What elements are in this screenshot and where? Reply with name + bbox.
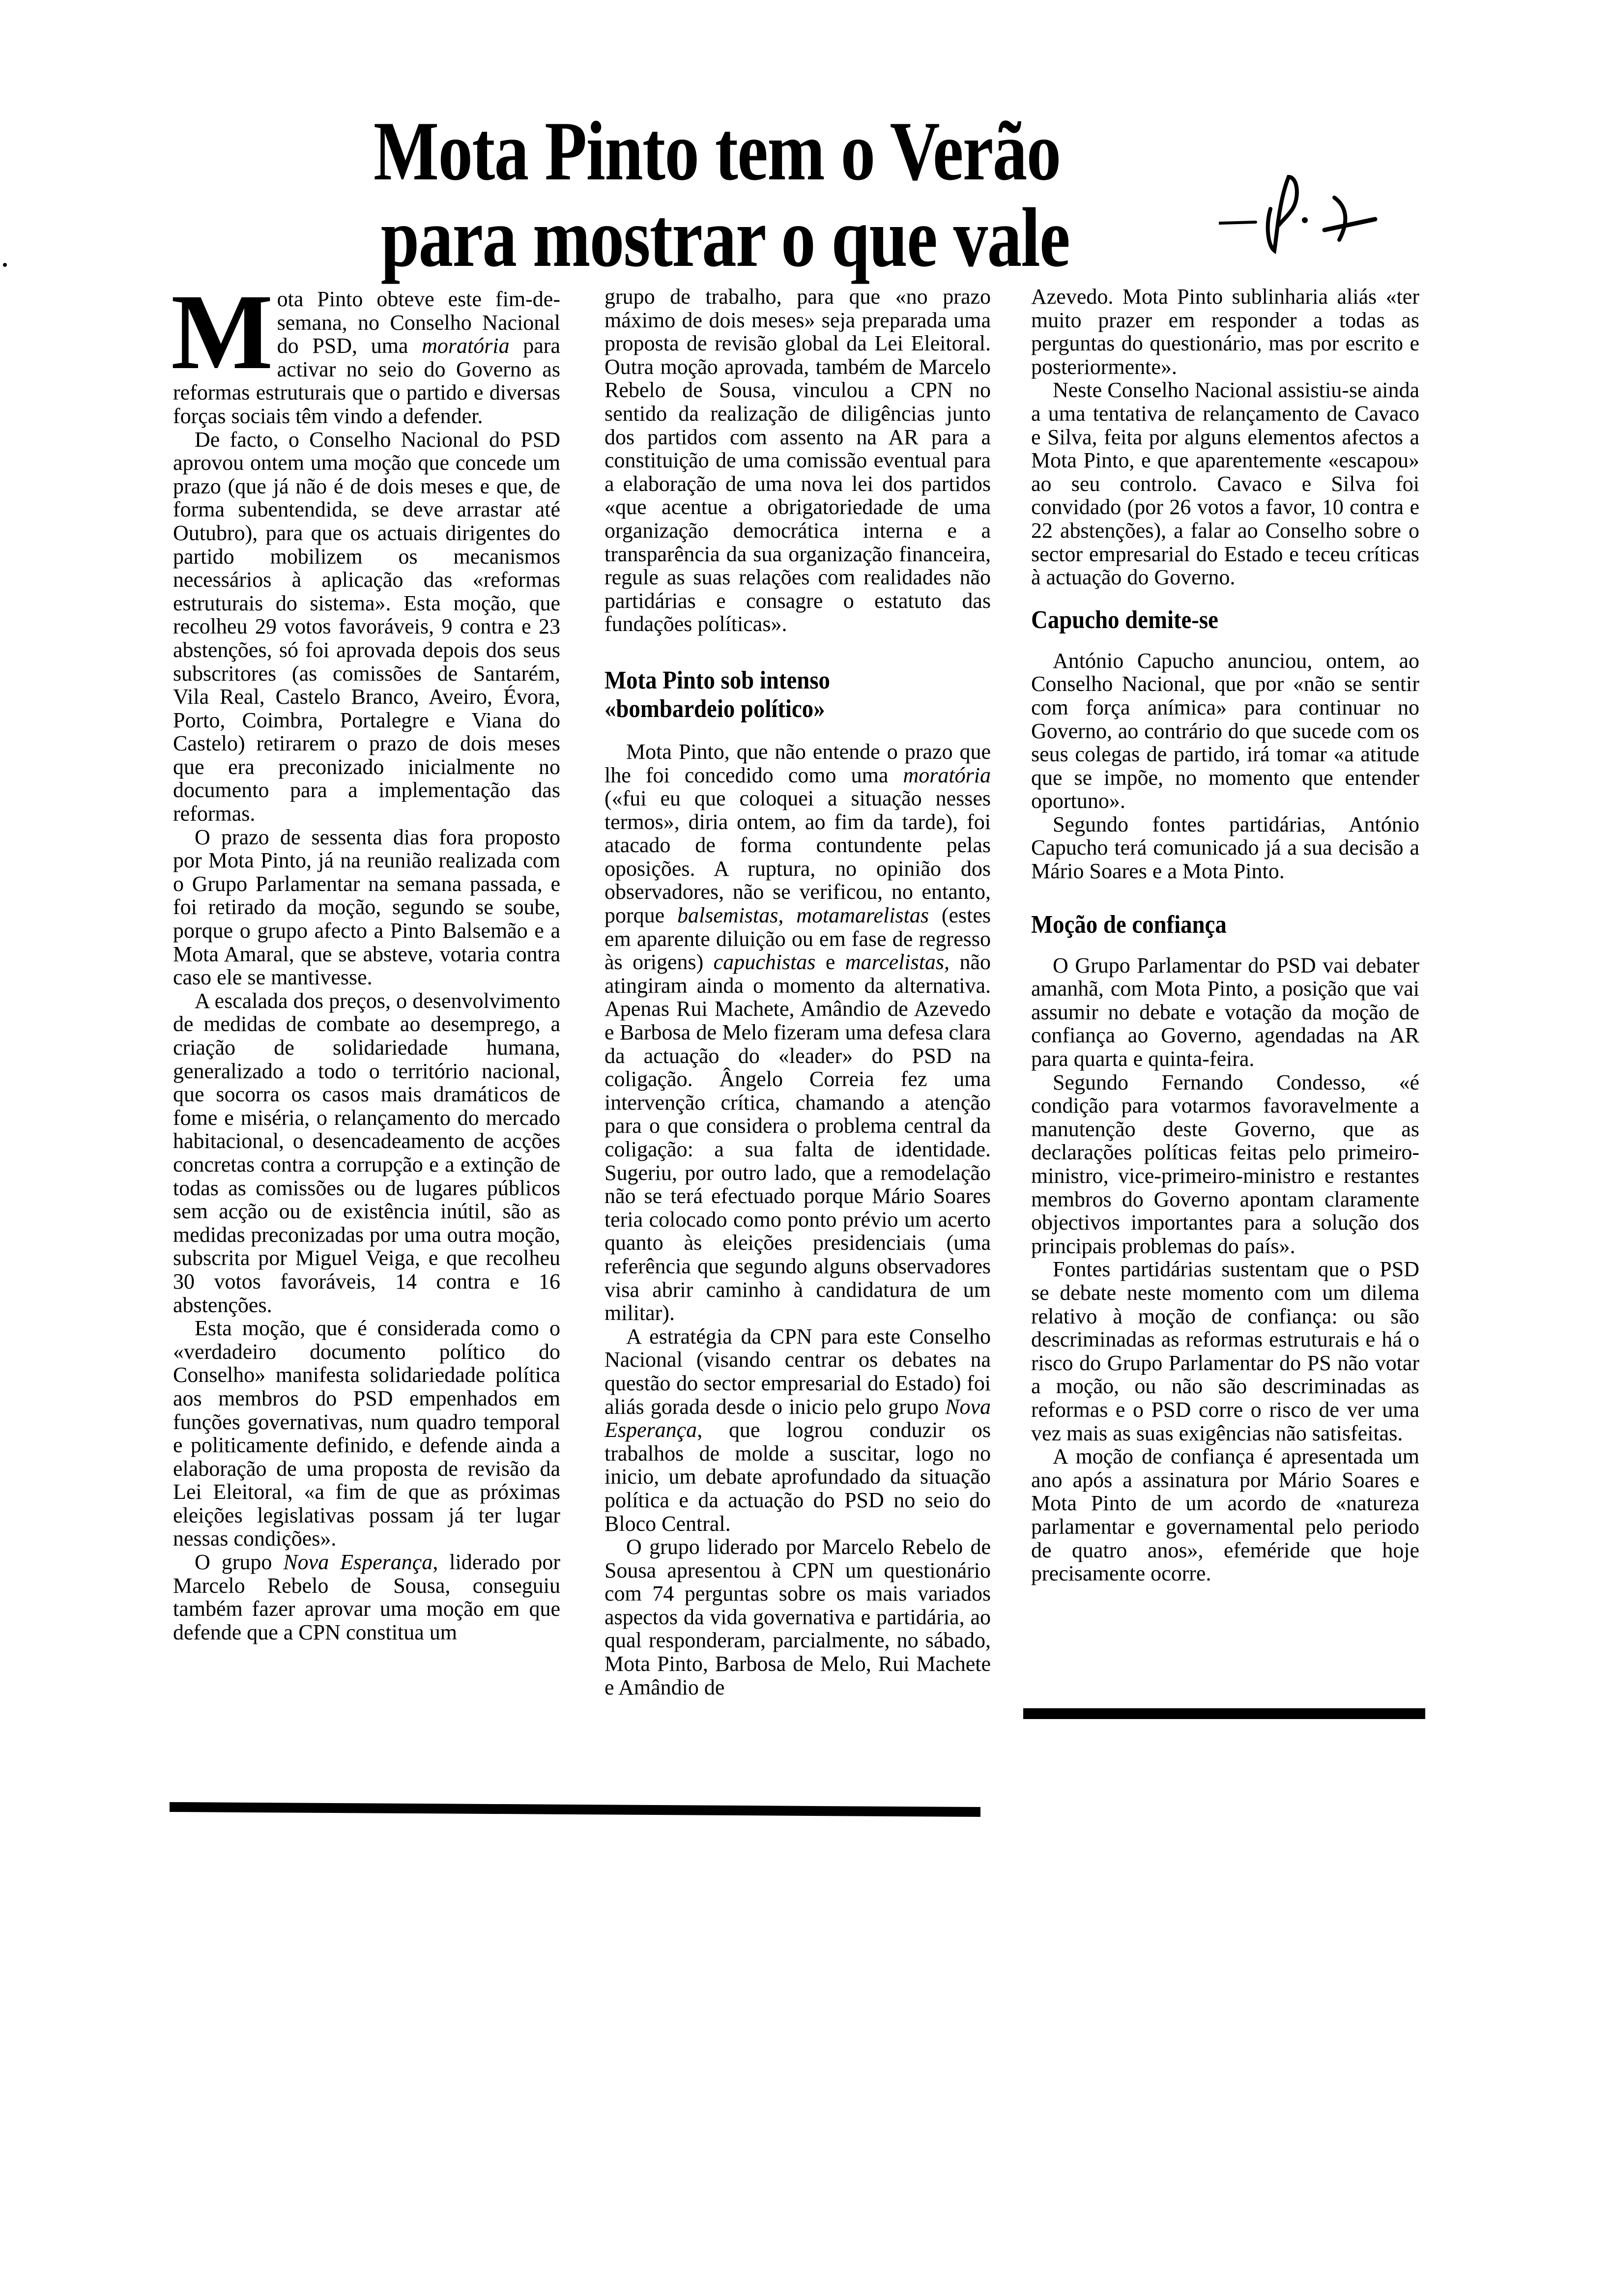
italic-term: Nova Esperança <box>283 1550 433 1575</box>
drop-cap: M <box>171 272 273 392</box>
text-run: («fui eu que coloquei a situação nesses termos», diria ontem, ao fim da tarde), foi atacado de forma contundente pelas oposições. A ruptura, no opinião dos observadores, não se verificou, no entanto, porque <box>604 786 991 928</box>
text-run: , que logrou conduzir os trabalhos de molde a suscitar, logo no inicio, um debate aprofundado da situação política e da actuação do PSD no seio do Bloco Central. <box>604 1418 991 1536</box>
article-paragraph <box>173 989 560 1317</box>
italic-term: marcelistas, <box>845 950 950 975</box>
column-end-rule-right <box>1023 1708 1425 1719</box>
article-paragraph <box>1031 378 1419 589</box>
article-column-2 <box>604 285 991 1699</box>
text-run: para activar no seio do Governo as reformas estruturais que o partido e diversas forças sociais têm vindo a defender. <box>173 334 560 428</box>
article-paragraph <box>171 272 560 428</box>
article-column-1 <box>171 272 560 1644</box>
text-run: O Grupo Parlamentar do PSD vai debater amanhã, com Mota Pinto, a posição que vai assumir no debate e votação da moção de confiança ao Governo, agendadas na AR para quarta e quinta-feira. <box>1031 953 1419 1071</box>
section-subheading: Capucho demite-se <box>1031 605 1218 634</box>
article-paragraph <box>173 428 560 826</box>
article-column-3 <box>1031 285 1419 1585</box>
italic-term: Nova Esperança <box>604 1394 991 1442</box>
headline-line-1: Mota Pinto tem o Verão <box>374 105 1061 198</box>
article-paragraph <box>604 1325 991 1535</box>
text-run: Segundo fontes partidárias, António Capucho terá comunicado já a sua decisão a Mário Soares e a Mota Pinto. <box>1031 812 1419 884</box>
italic-term: moratória <box>903 763 991 787</box>
text-run: e <box>815 950 845 975</box>
handwritten-page-annotation-icon <box>1219 147 1396 256</box>
article-paragraph <box>1031 1071 1419 1258</box>
article-paragraph <box>173 826 560 989</box>
italic-term: capuchistas <box>713 950 816 975</box>
text-run: De facto, o Conselho Nacional do PSD aprovou ontem uma moção que concede um prazo (que já não é de dois meses e que, de forma subentendida, se deve arrastar até Outubro), para que os actuais dirigentes do partido mobilizem os mecanismos necessários à aplicação das «reformas estruturais do sistema». Esta moção, que recolheu 29 votos favoráveis, 9 contra e 23 abstenções, só foi aprovada depois dos seus subscritores (as comissões de Santarém, Vila Real, Castelo Branco, Aveiro, Évora, Porto, Coimbra, Portalegre e Viana do Castelo) retirarem o prazo de dois meses que era preconizado inicialmente no documento para a implementação das reformas. <box>173 427 560 826</box>
text-run: grupo de trabalho, para que «no prazo máximo de dois meses» seja preparada uma proposta de revisão global da Lei Eleitoral. Outra moção aprovada, também de Marcelo Rebelo de Sousa, vinculou a CPN no sentido da realização de diligências junto dos partidos com assento na AR para a constituição de uma comissão eventual para a elaboração de uma nova lei dos partidos «que acentue a obrigatoriedade de uma organização democrática interna e a transparência da sua organização financeira, regule as suas relações com realidades não partidárias e consagre o estatuto das fundações políticas». <box>604 285 991 636</box>
text-run: não atingiram ainda o momento da alternativa. Apenas Rui Machete, Amândio de Azevedo e Barbosa de Melo fizeram uma defesa clara da actuação do «leader» do PSD na coligação. Ângelo Correia fez uma intervenção crítica, chamando a atenção para o que considera o problema central da coligação: a sua falta de identidade. Sugeriu, por outro lado, que a remodelação não se terá efectuado porque Mário Soares teria colocado como ponto prévio um acerto quanto às eleições presidenciais (uma referência que segundo alguns observadores visa abrir caminho à candidatura de um militar). <box>604 950 991 1325</box>
text-run: (estes em aparente diluição ou em fase de regresso às origens) <box>604 903 991 975</box>
headline-line-2: para mostrar o que vale <box>380 191 1070 285</box>
italic-term: moratória <box>422 334 510 358</box>
text-run: A moção de confiança é apresentada um ano após a assinatura por Mário Soares e Mota Pinto de um acordo de «natureza parlamentar e governamental pelo periodo de quatro anos», efeméride que hoje precisamente ocorre. <box>1031 1444 1419 1586</box>
text-run: O grupo <box>195 1550 284 1575</box>
text-run: António Capucho anunciou, ontem, ao Conselho Nacional, que por «não se sentir com força anímica» para continuar no Governo, ao contrário do que sucede com os seus colegas de partido, irá tomar «a atitude que se impõe, no momento que entender oportuno». <box>1031 648 1419 813</box>
section-subheading: Mota Pinto sob intenso «bombardeio político» <box>604 666 830 723</box>
text-run: O prazo de sessenta dias fora proposto por Mota Pinto, já na reunião realizada com o Grupo Parlamentar na semana passada, e foi retirado da moção, segundo se soube, porque o grupo afecto a Pinto Balsemão e a Mota Amaral, que se absteve, votaria contra caso ele se mantivesse. <box>173 825 560 990</box>
text-run: Azevedo. Mota Pinto sublinharia aliás «ter muito prazer em responder a todas as perguntas do questionário, mas por escrito e posteriormente». <box>1031 285 1419 379</box>
text-run: A estratégia da CPN para este Conselho Nacional (visando centrar os debates na questão do sector empresarial do Estado) foi aliás gorada desde o inicio pelo grupo <box>604 1324 991 1419</box>
article-headline <box>374 105 1099 285</box>
article-paragraph <box>604 285 991 636</box>
text-run: , liderado por Marcelo Rebelo de Sousa, conseguiu também fazer aprovar uma moção em que defende que a CPN constitua um <box>173 1550 560 1644</box>
article-paragraph <box>604 1535 991 1699</box>
text-run: Esta moção, que é considerada como o «verdadeiro documento político do Conselho» manifesta solidariedade política aos membros do PSD empenhados em funções governativas, num quadro temporal e politicamente definido, e defende ainda a elaboração de uma proposta de revisão da Lei Eleitoral, «a fim de que as próximas eleições legislativas possam já ter lugar nessas condições». <box>173 1316 560 1551</box>
article-paragraph <box>173 1550 560 1644</box>
article-paragraph <box>604 740 991 1325</box>
article-paragraph <box>1031 649 1419 813</box>
article-paragraph <box>1031 1258 1419 1445</box>
article-paragraph <box>1031 813 1419 883</box>
text-run: Neste Conselho Nacional assistiu-se ainda a uma tentativa de relançamento de Cavaco e Silva, feita por alguns elementos afectos a Mota Pinto, e que aparentemente «escapou» ao seu controlo. Cavaco e Silva foi convidado (por 26 votos a favor, 10 contra e 22 abstenções), a falar ao Conselho sobre o sector empresarial do Estado e teceu críticas à actuação do Governo. <box>1031 378 1419 590</box>
section-subheading: Moção de confiança <box>1031 910 1227 939</box>
text-run: O grupo liderado por Marcelo Rebelo de Sousa apresentou à CPN um questionário com 74 perguntas sobre os mais variados aspectos da vida governativa e partidária, ao qual responderam, parcialmente, no sábado, Mota Pinto, Barbosa de Melo, Rui Machete e Amândio de <box>604 1535 991 1699</box>
text-run: Fontes partidárias sustentam que o PSD se debate neste momento com um dilema relativo à moção de confiança: ou são descriminadas as reformas estruturais e há o risco do Grupo Parlamentar do PS não votar a moção, ou não são descriminadas as reformas e o PSD corre o risco de ver uma vez mais as suas exigências não satisfeitas. <box>1031 1257 1419 1445</box>
article-paragraph <box>1031 1445 1419 1585</box>
article-paragraph <box>1031 285 1419 378</box>
text-run: ota Pinto obteve este fim-de-semana, no Conselho Nacional do PSD, uma <box>277 287 560 358</box>
text-run: Mota Pinto, que não entende o prazo que lhe foi concedido como uma <box>604 739 991 787</box>
text-run: A escalada dos preços, o desenvolvimento de medidas de combate ao desemprego, a criação de solidariedade humana, generalizado a todo o território nacional, que socorra os casos mais dramáticos de fome e miséria, o relançamento do mercado habitacional, o desencadeamento de acções concretas contra a corrupção e a extinção de todas as comissões ou de lugares públicos sem acção ou de existência inútil, são as medidas preconizadas por uma outra moção, subscrita por Miguel Veiga, e que recolheu 30 votos favoráveis, 14 contra e 16 abstenções. <box>173 988 560 1317</box>
article-paragraph <box>173 1317 560 1550</box>
article-paragraph <box>1031 954 1419 1071</box>
text-run: Segundo Fernando Condesso, «é condição para votarmos favoravelmente a manutenção deste Governo, que as declarações políticas feitas pelo primeiro-ministro, vice-primeiro-ministro e restantes membros do Governo apontam claramente objectivos importantes para a solução dos principais problemas do país». <box>1031 1070 1419 1258</box>
scan-speck <box>3 263 7 267</box>
italic-term: balsemistas, motamarelistas <box>677 903 929 928</box>
column-end-rule-left <box>170 1802 980 1817</box>
